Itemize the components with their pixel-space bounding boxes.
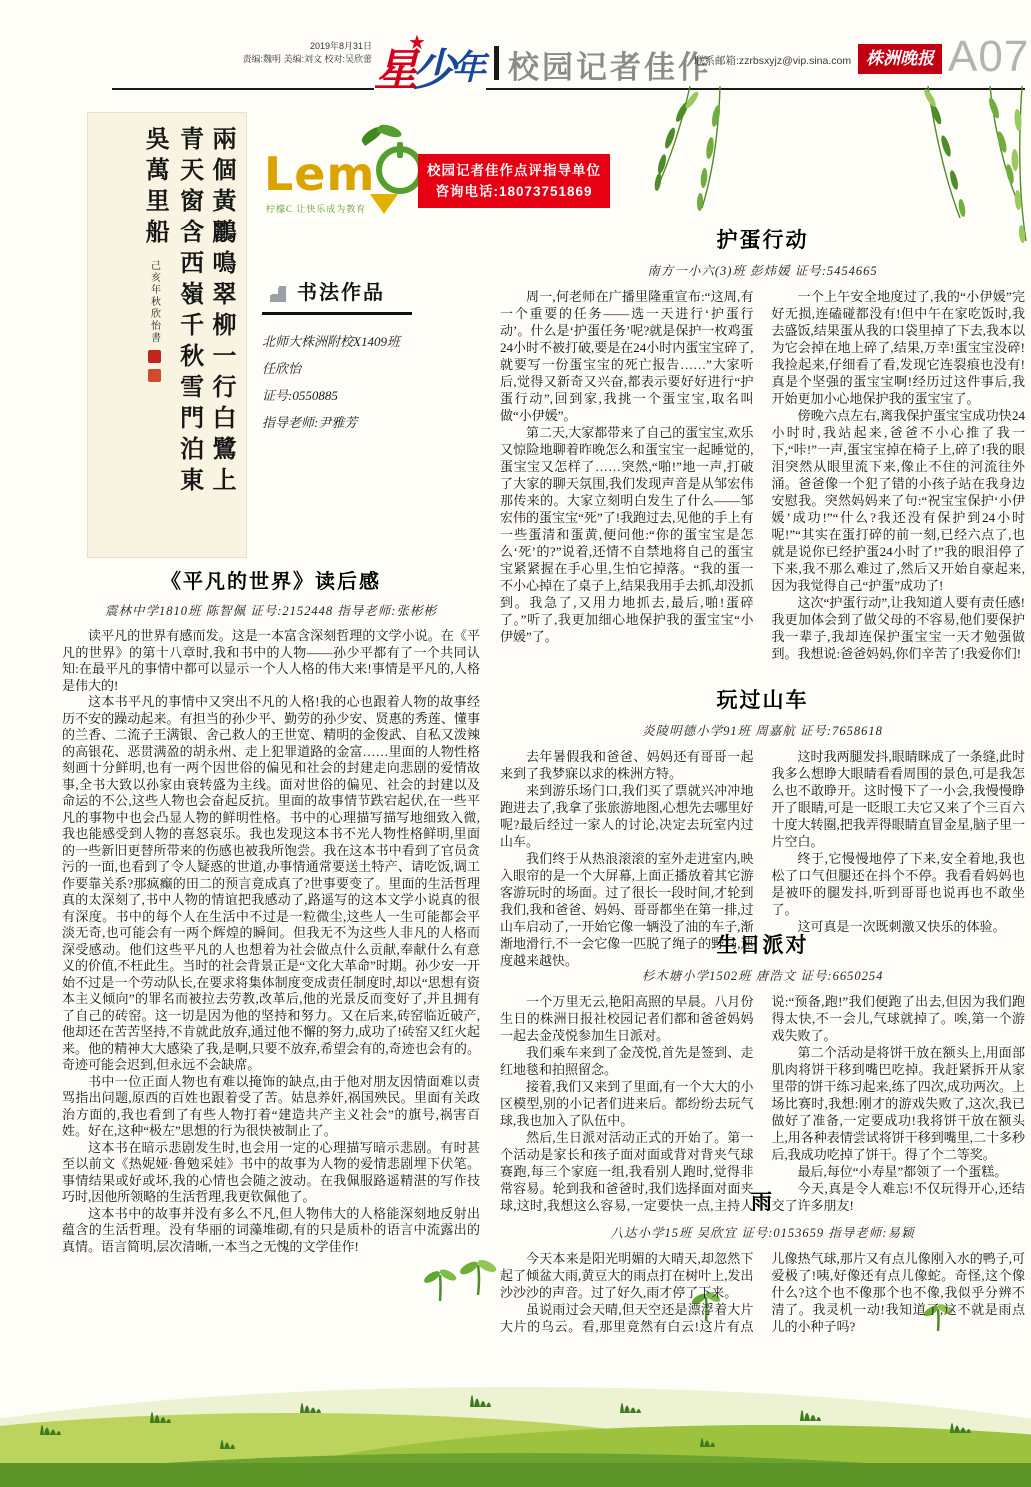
paragraph: 今天本来是阳光明媚的大晴天,却忽然下起了倾盆大雨,黄豆大的雨点打在树叶上,发出沙沙沙的声音。过了好久,雨才停了下来。	[500, 1251, 754, 1300]
calligraphy-signature: 己亥年秋欣怡書	[148, 260, 160, 344]
article-title: 生日派对	[716, 933, 809, 957]
lemon-ad-banner	[418, 154, 610, 208]
article-roller-coaster	[500, 684, 1025, 969]
calligraphy-info-text	[262, 328, 482, 436]
artist-school: 北师大株洲附校X1409班	[262, 334, 400, 349]
paragraph: 这本书平凡的事情中又突出不凡的人格!我的心也跟着人物的故事经历不安的躁动起来。有担当的孙少平、勤劳的孙少安、贤惠的秀莲、懂事的兰香、二流子王满银、舍己救人的王世宽、精明的金俊武、自私又泼辣的高银花、恶贯满盈的胡永州、走上犯罪道路的金富……里面的人物性格刻画十分鲜明,也有一两个因世俗的偏见和社会的封建走向悲剧的爱情故事,全书大致以孙家由衰转盛为主线。面对世俗的偏见、社会的封建以及命运的不公,这些人物也会奋起反抗。里面的故事情节跌宕起伏,在一些平凡的事物中也会凸显人物的鲜明性格。书中的心理描写描写地细致入微,我也能感受到人物的喜怒哀乐。我也发现这本书不光人物性格鲜明,里面的一些新旧更替所带来的伤感也被我所饱尝。我在这本书中看到了官员贪污的一面,也看到了令人疑惑的世道,办事情通常要送土特产、请吃饭,调工作要靠关系?那疯癫的田二的预言竟成真了?世事要变了。里面的生活哲理真的太深刻了,书中人物的情谊把我感动了,路遥写的这本文学小说真的很有深度。书中的每个人在生活中不过是一粒微尘,这些人一生可能都会平淡无奇,也可能会有一两个辉煌的瞬间。但我无不为这些人非凡的人格而深受感动。他们这些平凡的人也想着为社会做点什么贡献,奉献什么有意义的价值,不枉此生。当时的社会背景正是“文化大革命”时期。孙少安一开始不过是一个劳动队长,在要求将集体制度变成责任制度时,却以“思想有资本主义倾向”的罪名而被拉去劳教,改革后,他的光景反而变好了,并且拥有了自己的砖窑。这一切是因为他的坚持和努力。又在后来,砖窑临近破产,他却还在苦苦坚持,不肯就此放弃,通过他不懈的努力,成功了!砖窑又红火起来。他的精神大大感染了我,是啊,只要不放弃,希望会有的,奇迹也会有的。奇迹可能会迟到,但永远不会缺席。	[62, 694, 480, 1072]
issue-date: 2019年8月31日	[309, 41, 372, 51]
calligraphy-column-right: 兩個黃鸝鳴翠柳一行白鷺上	[208, 126, 234, 498]
paragraph: 去年暑假我和爸爸、妈妈还有哥哥一起来到了我梦寐以求的株洲方特。	[500, 749, 754, 781]
article-rain	[500, 1186, 1025, 1335]
contact-email: 联系邮箱:zzrbsxyjz@vip.sina.com	[694, 55, 852, 67]
article-title: 《平凡的世界》读后感	[161, 571, 381, 593]
editor-credits: 责编:魏明 美编:刘文 校对:吴欣蕾	[242, 54, 372, 64]
article-byline: 震林中学1810班 陈智佩 证号:2152448 指导老师:张彬彬	[105, 604, 437, 618]
leaf-icon	[377, 122, 403, 140]
article-byline: 八达小学15班 吴欣宜 证号:0153659 指导老师:易颖	[610, 1226, 915, 1240]
calligraphy-column-middle: 青天窗含西嶺千秋雪門泊東	[175, 126, 202, 498]
paragraph: 一个上午安全地度过了,我的“小伊媛”完好无损,连磕碰都没有!但中午在家吃饭时,我去盛饭,结果蛋从我的口袋里掉了下去,我本以为它会掉在地上碎了,结果,万幸!蛋宝宝没碎!我捡起来,仔细看了看,发现它连裂痕也没有!真是个坚强的蛋宝宝啊!经历过这件事后,我开始更加小心地保护我的蛋宝宝了。	[771, 289, 1026, 406]
arrow-down-right-icon	[262, 278, 288, 304]
article-body	[500, 1250, 1025, 1335]
artist-teacher: 指导老师:尹雅芳	[262, 415, 358, 430]
paragraph: 书中一位正面人物也有难以掩饰的缺点,由于他对朋友因情面难以责骂指出问题,原西的百姓也跟着受了苦。姑息养奸,祸国殃民。里面有关政治方面的,我也看到了有些人物打着“建造共产主义社会”的旗号,祸害百姓。好在,这种“极左”思想的行为很快被制止了。	[62, 1073, 480, 1138]
paragraph: 虽说雨过会天晴,但天空还是漂浮着大片大片的乌云。看,那里竟然有白云!这片有点儿像热气球,那片又有点儿像刚入水的鸭子,可爱极了!咦,好像还有点儿像蛇。奇怪,这个像什么?这个也不像那个也不像,我似乎分辨不清了。我灵机一动!我知道了,这不就是雨点儿的小种子吗?	[500, 1251, 1026, 1334]
masthead-badge: 株洲晚报	[858, 44, 942, 74]
calligraphy-artwork	[87, 112, 247, 558]
paragraph: 这本书在暗示悲剧发生时,也会用一定的心理描写暗示悲剧。有时甚至以前文《热妮娅·鲁勉采娃》书中的故事为人物的爱情悲剧埋下伏笔。事情结果或好或坏,我的心情也会随之波动。在我佩服路遥精湛的写作技巧时,因他所领略的生活哲理,我更钦佩他了。	[62, 1139, 480, 1204]
red-seal-stamp	[148, 350, 161, 363]
header-credits	[150, 40, 372, 66]
paragraph: 周一,何老师在广播里隆重宣布:“这周,有一个重要的任务——选一天进行‘护蛋行动’。什么是‘护蛋任务’呢?就是保护一枚鸡蛋24小时不被打破,要是在24小时内蛋宝宝碎了,就要写一份蛋宝宝的死亡报告……”大家听后,觉得又新奇又兴奋,都表示要好好进行“护蛋行动”,回到家,我挑一个蛋宝宝,取名叫做“小伊媛”。	[500, 289, 754, 423]
paragraph: 第二个活动是将饼干放在额头上,用面部肌肉将饼干移到嘴巴吃掉。我赶紧拆开从家里带的饼干练习起来,练了四次,成功两次。上场比赛时,我想:刚才的游戏失败了,这次,我已做好了准备,一定要成功!我将饼干放在额头上,用各种表情尝试将饼干移到嘴里,二十多秒后,我成功吃掉了饼干。得了个二等奖。	[771, 1045, 1026, 1162]
section-title: 校园记者佳作	[508, 50, 712, 85]
article-birthday-party	[500, 929, 1025, 1214]
banner-line-2: 咨询电话:18073751869	[435, 184, 593, 199]
article-body	[62, 628, 480, 1255]
article-body	[500, 993, 1025, 1214]
header-divider	[494, 46, 499, 80]
article-title: 玩过山车	[716, 688, 809, 712]
lemon-word-start: Lem	[264, 147, 376, 201]
paragraph: 这时我两腿发抖,眼睛眯成了一条缝,此时我多么想睁大眼睛看看周围的景色,可是我怎么也不敢睁开。这时慢下了一小会,我慢慢睁开了眼睛,可是一眨眼工夫它又来了个三百六十度大转圈,把我弄得眼睛直冒金星,脑子里一片空白。	[771, 749, 1026, 849]
banner-line-1: 校园记者佳作点评指导单位	[427, 163, 601, 178]
calligraphy-column-left-group	[138, 126, 170, 548]
paragraph: 这次“护蛋行动”,让我知道人要有责任感!我更加体会到了做父母的不容易,他们要保护我一辈子,我却连保护蛋宝宝一天才勉强做到。我想说:爸爸妈妈,你们辛苦了!我爱你们!	[771, 595, 1025, 661]
paragraph: 终于,它慢慢地停了下来,安全着地,我也松了口气但腿还在抖个不停。我看看妈妈也是被吓的腿发抖,听到哥哥也说再也不敢坐了。	[771, 851, 1025, 917]
paragraph: 然后,生日派对活动正式的开始了。第一个活动是家长和孩子面对面或背对背夹气球赛跑,每三个家庭一组,我看别人跑时,觉得非常容易。轮到我和爸爸时,我们选择面对面夹球,这时,我想这么容易,一定要快一点,主持人说:“预备,跑!”我们便跑了出去,但因为我们跑得太快,不一会儿,气球就掉了。唉,第一个游戏失败了。	[500, 994, 1025, 1213]
logo-char-1: 星	[374, 46, 418, 95]
article-title: 护蛋行动	[716, 228, 809, 252]
article-byline: 杉木塘小学1502班 唐浩文 证号:6650254	[641, 969, 884, 983]
page-number: A07	[948, 32, 1030, 81]
star-icon: ★	[408, 32, 426, 54]
red-seal-stamp	[148, 369, 161, 382]
calligraphy-info-title: 书法作品	[297, 282, 385, 304]
article-egg-protection	[500, 224, 1025, 662]
logo-char-3: 年	[452, 49, 486, 87]
location-pin-icon	[370, 194, 398, 214]
article-title: 雨	[751, 1190, 774, 1214]
article-pingfan-review	[62, 565, 480, 1255]
xingshaonian-logo	[374, 34, 486, 106]
paragraph: 最后,每位“小寿星”都领了一个蛋糕。	[797, 1164, 1008, 1179]
paragraph: 第二天,大家都带来了自己的蛋宝宝,欢乐又惊险地聊着昨晚怎么和蛋宝宝一起睡觉的,蛋宝宝又怎样了……突然,“啪!”地一声,打破了大家的聊天氛围,我们发现声音是从邹宏伟那传来的。大家立刻明白发生了什么——邹宏伟的蛋宝宝“死”了!我跑过去,见他的手上有一些蛋清和蛋黄,便问他:“你的蛋宝宝是怎么‘死’的?”说着,还情不自禁地将自己的蛋宝宝紧紧握在手心里,生怕它掉落。“我的蛋一不小心掉在了桌子上,结果我用手去抓,却没抓到。我急了,又用力地抓去,最后,啪!蛋碎了。”听了,我更加细心地保护我的蛋宝宝“小伊媛”了。	[500, 425, 754, 644]
calligraphy-info-header	[262, 276, 412, 315]
paragraph: 我们乘车来到了金茂悦,首先是签到、走红地毯和拍照留念。	[500, 1045, 754, 1077]
article-body	[500, 288, 1025, 662]
logo-char-2: 少	[412, 46, 456, 95]
article-byline: 炎陵明德小学91班 周嘉航 证号:7658618	[642, 724, 883, 738]
article-byline: 南方一小六(3)班 彭炜媛 证号:5454665	[647, 264, 878, 278]
paragraph: 今天,真是令人难忘!不仅玩得开心,还结交了许多朋友!	[771, 1181, 1025, 1213]
paragraph: 接着,我们又来到了里面,有一个大大的小区模型,别的小记者们进来后。都纷纷去玩气球,我也加入了队伍中。	[500, 1079, 754, 1128]
calligraphy-info-block	[262, 276, 482, 436]
paragraph: 傍晚六点左右,离我保护蛋宝宝成功快24小时时,我站起来,爸爸不小心推了我一下,“咔!”一声,蛋宝宝掉在椅子上,碎了!我的眼泪突然从眼里流下来,像止不住的河流往外涌。爸爸像一个犯了错的小孩子站在我身边安慰我。突然妈妈来了句:“祝宝宝保护‘小伊媛’成功!”“什么?我还没有保护到24小时呢!”“其实在蛋打碎的前一刻,已经六点了,也就是说你已经护蛋24小时了!”我的眼泪停了下来,我不那么难过了,然后又开始自豪起来,因为我觉得自己“护蛋”成功了!	[771, 408, 1025, 593]
artist-cert: 证号:0550885	[262, 388, 338, 403]
paragraph: 我们终于从热浪滚滚的室外走进室内,映入眼帘的是一个大屏幕,上面正播放着其它游客游玩时的场面。过了很长一段时间,才轮到我们,我和爸爸、妈妈、哥哥都坐在第一排,过山车启动了,一开始它像一辆没了油的车子,渐渐地滑行,不一会它像一匹脱了绳子的野马,速度越来越快。	[500, 851, 754, 968]
paragraph: 来到游乐场门口,我们买了票就兴冲冲地跑进去了,我拿了张旅游地图,心想先去哪里好呢?最后经过一家人的讨论,决定去玩室内过山车。	[500, 783, 754, 849]
paragraph: 一个万里无云,艳阳高照的早晨。八月份生日的株洲日报社校园记者们都和爸爸妈妈一起去金茂悦参加生日派对。	[500, 994, 754, 1043]
calligraphy-column-left: 吳萬里船	[141, 126, 168, 250]
lemon-tagline: 柠檬C 让快乐成为教育	[266, 204, 367, 214]
paragraph: 读平凡的世界有感而发。这是一本富含深刻哲理的文学小说。在《平凡的世界》的第十八章时,我和书中的人物——孙少平都有了一个共同认知:在最平凡的事情中都可以显示一个人人格的伟大来!事情是平凡的,人格是伟大的!	[62, 628, 480, 693]
paragraph: 这本书中的故事并没有多么不凡,但人物伟大的人格能深刻地反射出蕴含的生活哲理。没有华丽的词藻堆砌,有的只是质朴的语言中流露出的真情。语言简明,层次清晰,一本当之无愧的文学佳作!	[62, 1205, 480, 1254]
artist-name: 任欣怡	[262, 361, 302, 376]
paragraph: 这可真是一次既刺激又快乐的体验。	[797, 919, 1006, 934]
